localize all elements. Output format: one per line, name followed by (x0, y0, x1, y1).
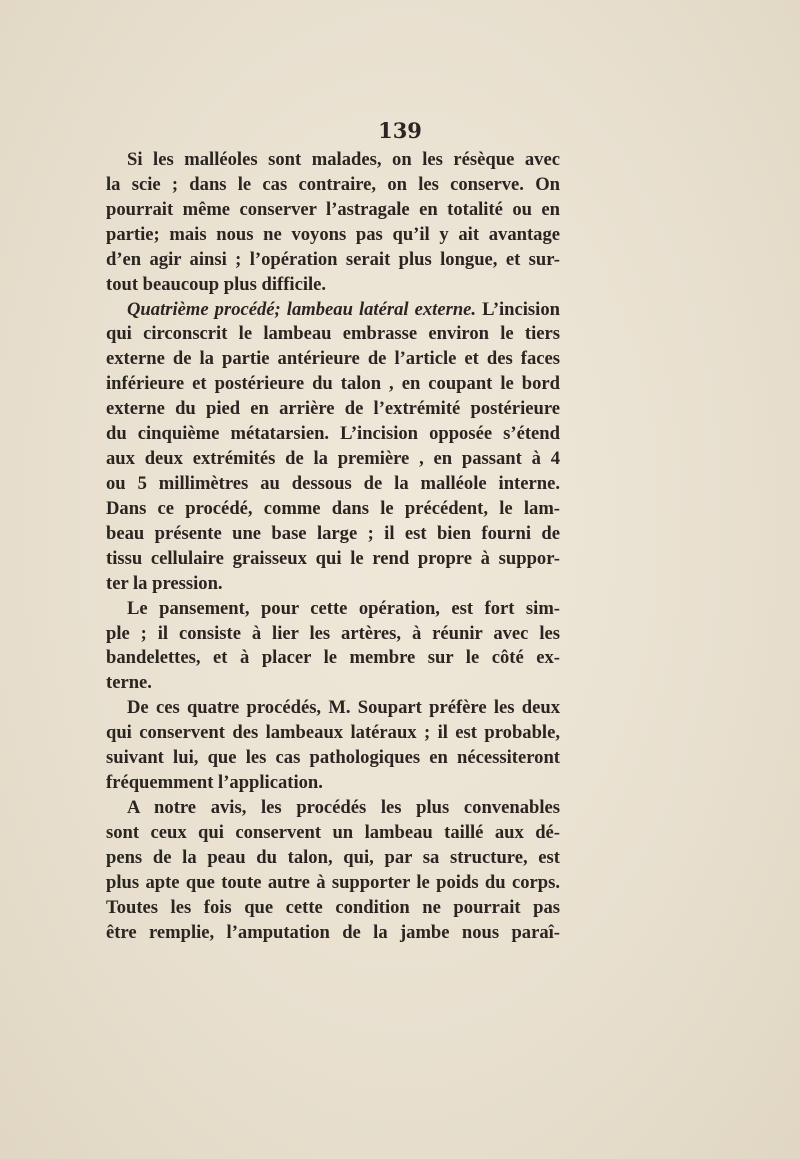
paragraph-5 (106, 796, 560, 946)
text-line: ou 5 millimètres au dessous de la malléole interne. (106, 472, 560, 494)
text-line: fréquemment l’application. (106, 772, 323, 794)
text-line: ple ; il consiste à lier les artères, à réunir avec les (106, 622, 560, 644)
procedure-heading: Quatrième procédé; lambeau latéral externe. (127, 298, 477, 320)
text-line: la scie ; dans le cas contraire, on les conserve. On (106, 173, 560, 195)
text-line: d’en agir ainsi ; l’opération serait plus longue, et sur- (106, 248, 560, 270)
text-line: aux deux extrémités de la première , en passant à 4 (106, 448, 560, 470)
text-line: pourrait même conserver l’astragale en totalité ou en (106, 198, 560, 220)
text-line: qui circonscrit le lambeau embrasse environ le tiers (106, 323, 560, 345)
text-line: externe de la partie antérieure de l’article et des faces (106, 348, 560, 370)
text-line: ter la pression. (106, 572, 223, 594)
text-line: du cinquième métatarsien. L’incision opposée s’étend (106, 423, 560, 445)
text-line: Si les malléoles sont malades, on les résèque avec (127, 149, 560, 170)
text-line: suivant lui, que les cas pathologiques en nécessiteront (106, 747, 560, 769)
text-line: De ces quatre procédés, M. Soupart préfère les deux (127, 697, 560, 719)
page-number: 139 (378, 118, 422, 143)
text-line: partie; mais nous ne voyons pas qu’il y ait avantage (106, 223, 560, 245)
text-line: tissu cellulaire graisseux qui le rend propre à suppor- (106, 547, 560, 569)
paragraph-1 (106, 148, 560, 298)
text-line: externe du pied en arrière de l’extrémité postérieure (106, 398, 560, 420)
paragraph-4 (106, 696, 560, 796)
paragraph-2 (106, 298, 560, 597)
text-line: pens de la peau du talon, qui, par sa structure, est (106, 846, 560, 868)
text-line: inférieure et postérieure du talon , en coupant le bord (106, 373, 560, 395)
text-line: bandelettes, et à placer le membre sur le côté ex- (106, 647, 560, 669)
text-line: être remplie, l’amputation de la jambe nous paraî- (106, 921, 560, 943)
text-line: Le pansement, pour cette opération, est fort sim- (127, 597, 560, 619)
text-line: Toutes les fois que cette condition ne pourrait pas (106, 896, 560, 918)
text-line: qui conservent des lambeaux latéraux ; il est probable, (106, 722, 560, 744)
text-line: plus apte que toute autre à supporter le poids du corps. (106, 871, 560, 893)
text-line: beau présente une base large ; il est bien fourni de (106, 522, 560, 544)
text-line: Dans ce procédé, comme dans le précédent, le lam- (106, 497, 560, 519)
text-line: tout beaucoup plus difficile. (106, 273, 327, 295)
text-line: terne. (106, 672, 152, 694)
paragraph-3 (106, 597, 560, 697)
text-fragment: L’incision (476, 298, 560, 320)
text-line: A notre avis, les procédés les plus convenables (127, 796, 560, 818)
text-line: sont ceux qui conservent un lambeau taillé aux dé- (106, 821, 560, 843)
body-text (106, 148, 560, 946)
text-line-with-heading (106, 298, 560, 323)
